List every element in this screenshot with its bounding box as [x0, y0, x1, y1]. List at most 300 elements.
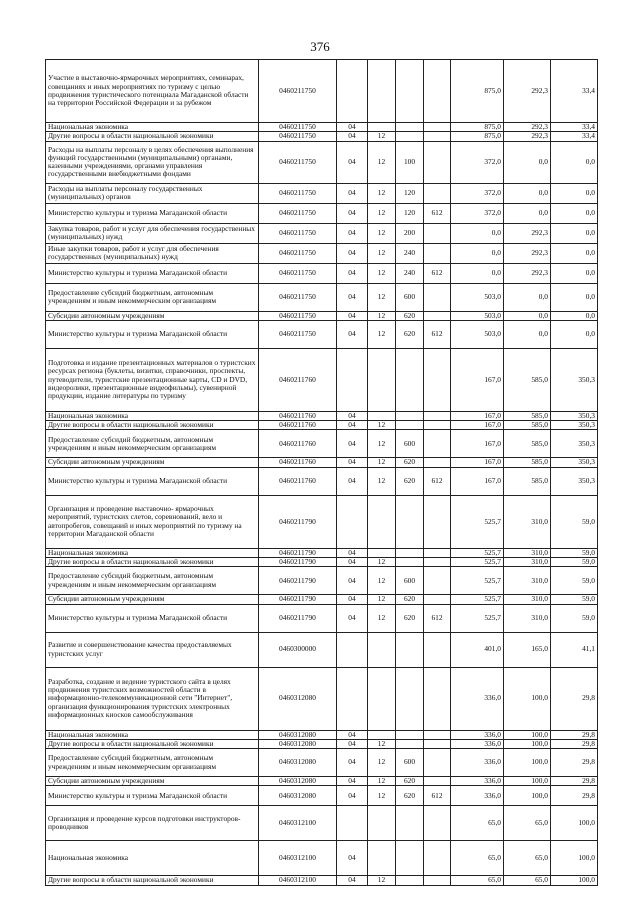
cell-section: 04 — [337, 777, 368, 786]
table-row — [46, 806, 598, 841]
cell-value-1: 167,0 — [451, 411, 504, 420]
cell-name: Национальная экономика — [46, 730, 259, 739]
cell-code: 0460211750 — [259, 132, 337, 141]
cell-admin — [424, 739, 451, 748]
cell-section: 04 — [337, 123, 368, 132]
cell-section: 04 — [337, 548, 368, 557]
cell-value-1: 525,7 — [451, 595, 504, 604]
cell-code: 0460211750 — [259, 141, 337, 183]
cell-subsection — [368, 632, 396, 667]
cell-section: 04 — [337, 458, 368, 467]
cell-section: 04 — [337, 411, 368, 420]
cell-expense-type: 240 — [396, 243, 424, 263]
cell-admin — [424, 311, 451, 320]
cell-admin — [424, 132, 451, 141]
table-row — [46, 632, 598, 667]
cell-code: 0460300000 — [259, 632, 337, 667]
cell-expense-type — [396, 739, 424, 748]
cell-admin — [424, 667, 451, 730]
table-row — [46, 132, 598, 141]
cell-value-2: 310,0 — [504, 595, 551, 604]
cell-name: Расходы на выплаты персоналу в целях обеспечения выполнения функций государственными (муниципальными) органами, казенными учреждениями, органами управления государственными внебюджетными фондами — [46, 141, 259, 183]
cell-expense-type — [396, 557, 424, 566]
cell-admin — [424, 430, 451, 458]
cell-expense-type — [396, 421, 424, 430]
cell-subsection: 12 — [368, 467, 396, 495]
cell-name: Министерство культуры и туризма Магаданской области — [46, 203, 259, 223]
cell-value-2: 100,0 — [504, 739, 551, 748]
table-row — [46, 667, 598, 730]
cell-value-1: 875,0 — [451, 123, 504, 132]
cell-expense-type: 620 — [396, 467, 424, 495]
cell-name: Другие вопросы в области национальной экономики — [46, 132, 259, 141]
table-row — [46, 243, 598, 263]
cell-expense-type: 620 — [396, 458, 424, 467]
cell-name: Субсидии автономным учреждениям — [46, 777, 259, 786]
cell-value-2: 310,0 — [504, 604, 551, 632]
cell-value-3: 29,8 — [551, 730, 598, 739]
cell-section — [337, 632, 368, 667]
cell-name: Национальная экономика — [46, 123, 259, 132]
cell-admin — [424, 876, 451, 885]
cell-section — [337, 806, 368, 841]
cell-subsection: 12 — [368, 421, 396, 430]
cell-value-3: 0,0 — [551, 263, 598, 283]
cell-subsection: 12 — [368, 786, 396, 806]
cell-section: 04 — [337, 203, 368, 223]
cell-value-1: 167,0 — [451, 430, 504, 458]
cell-value-1: 401,0 — [451, 632, 504, 667]
cell-admin — [424, 60, 451, 123]
cell-value-2: 585,0 — [504, 430, 551, 458]
table-row — [46, 557, 598, 566]
cell-subsection: 12 — [368, 283, 396, 311]
cell-value-2: 65,0 — [504, 876, 551, 885]
cell-expense-type: 620 — [396, 311, 424, 320]
table-row — [46, 320, 598, 348]
cell-admin — [424, 183, 451, 203]
cell-name: Предоставление субсидий бюджетным, автономным учреждениям и иным некоммерческим организациям — [46, 749, 259, 777]
cell-name: Расходы на выплаты персоналу государственных (муниципальных) органов — [46, 183, 259, 203]
cell-value-3: 33,4 — [551, 132, 598, 141]
table-row — [46, 458, 598, 467]
cell-value-3: 29,8 — [551, 749, 598, 777]
cell-subsection: 12 — [368, 595, 396, 604]
cell-code: 0460312080 — [259, 739, 337, 748]
cell-value-2: 0,0 — [504, 141, 551, 183]
cell-name: Развитие и совершенствование качества предоставляемых туристских услуг — [46, 632, 259, 667]
cell-expense-type: 620 — [396, 777, 424, 786]
cell-value-3: 29,8 — [551, 786, 598, 806]
cell-expense-type: 620 — [396, 786, 424, 806]
cell-code: 0460211750 — [259, 183, 337, 203]
cell-expense-type — [396, 806, 424, 841]
cell-expense-type: 620 — [396, 604, 424, 632]
cell-admin — [424, 411, 451, 420]
cell-value-2: 100,0 — [504, 749, 551, 777]
table-row — [46, 123, 598, 132]
cell-admin — [424, 567, 451, 595]
table-row — [46, 263, 598, 283]
cell-value-2: 585,0 — [504, 348, 551, 411]
cell-value-2: 100,0 — [504, 730, 551, 739]
table-row — [46, 730, 598, 739]
cell-subsection — [368, 411, 396, 420]
cell-code: 0460312080 — [259, 749, 337, 777]
cell-value-2: 292,3 — [504, 132, 551, 141]
cell-value-2: 100,0 — [504, 667, 551, 730]
cell-code: 0460211750 — [259, 283, 337, 311]
cell-admin — [424, 223, 451, 243]
cell-expense-type: 600 — [396, 567, 424, 595]
cell-code: 0460211750 — [259, 311, 337, 320]
cell-section — [337, 667, 368, 730]
cell-name: Министерство культуры и туризма Магаданской области — [46, 786, 259, 806]
cell-value-3: 0,0 — [551, 243, 598, 263]
cell-value-3: 59,0 — [551, 595, 598, 604]
cell-code: 0460312080 — [259, 667, 337, 730]
cell-subsection: 12 — [368, 604, 396, 632]
page-number: 376 — [310, 39, 330, 54]
cell-value-1: 875,0 — [451, 60, 504, 123]
cell-value-2: 310,0 — [504, 548, 551, 557]
cell-value-2: 100,0 — [504, 786, 551, 806]
cell-section: 04 — [337, 141, 368, 183]
cell-subsection — [368, 348, 396, 411]
cell-subsection: 12 — [368, 141, 396, 183]
cell-subsection — [368, 123, 396, 132]
cell-expense-type: 120 — [396, 183, 424, 203]
cell-section: 04 — [337, 567, 368, 595]
cell-subsection — [368, 841, 396, 876]
cell-admin — [424, 283, 451, 311]
cell-value-2: 585,0 — [504, 411, 551, 420]
cell-section: 04 — [337, 557, 368, 566]
table-row — [46, 604, 598, 632]
cell-value-3: 350,3 — [551, 430, 598, 458]
cell-admin — [424, 495, 451, 548]
cell-name: Субсидии автономным учреждениям — [46, 458, 259, 467]
cell-value-1: 0,0 — [451, 243, 504, 263]
table-row — [46, 311, 598, 320]
cell-value-1: 0,0 — [451, 263, 504, 283]
cell-value-3: 0,0 — [551, 320, 598, 348]
cell-value-3: 29,8 — [551, 777, 598, 786]
cell-value-3: 0,0 — [551, 311, 598, 320]
cell-value-2: 0,0 — [504, 183, 551, 203]
cell-expense-type — [396, 348, 424, 411]
cell-admin: 612 — [424, 203, 451, 223]
cell-subsection: 12 — [368, 243, 396, 263]
cell-value-3: 41,1 — [551, 632, 598, 667]
cell-subsection: 12 — [368, 311, 396, 320]
cell-expense-type — [396, 495, 424, 548]
cell-expense-type: 240 — [396, 263, 424, 283]
cell-code: 0460211790 — [259, 604, 337, 632]
cell-name: Национальная экономика — [46, 411, 259, 420]
cell-value-1: 525,7 — [451, 548, 504, 557]
cell-code: 0460211790 — [259, 567, 337, 595]
cell-subsection: 12 — [368, 263, 396, 283]
cell-name: Организация и проведение выставочно- ярмарочных мероприятий, туристских слетов, соревнований, вело и автопробегов, совещаний и иных мероприятий по туризму на территории Магаданской области — [46, 495, 259, 548]
table-row — [46, 223, 598, 243]
cell-expense-type — [396, 667, 424, 730]
cell-expense-type: 620 — [396, 320, 424, 348]
cell-name: Предоставление субсидий бюджетным, автономным учреждениям и иным некоммерческим организациям — [46, 283, 259, 311]
cell-value-3: 59,0 — [551, 567, 598, 595]
cell-expense-type: 200 — [396, 223, 424, 243]
table-row — [46, 876, 598, 885]
cell-name: Предоставление субсидий бюджетным, автономным учреждениям и иным некоммерческим организациям — [46, 430, 259, 458]
table-row — [46, 548, 598, 557]
cell-code: 0460211790 — [259, 548, 337, 557]
cell-subsection — [368, 548, 396, 557]
cell-subsection: 12 — [368, 876, 396, 885]
cell-name: Национальная экономика — [46, 548, 259, 557]
cell-admin — [424, 557, 451, 566]
cell-value-2: 0,0 — [504, 311, 551, 320]
cell-section: 04 — [337, 283, 368, 311]
cell-value-1: 336,0 — [451, 739, 504, 748]
cell-value-1: 525,7 — [451, 604, 504, 632]
cell-admin — [424, 348, 451, 411]
cell-value-3: 33,4 — [551, 60, 598, 123]
cell-value-3: 100,0 — [551, 876, 598, 885]
cell-name: Другие вопросы в области национальной экономики — [46, 876, 259, 885]
cell-value-3: 0,0 — [551, 141, 598, 183]
cell-value-3: 350,3 — [551, 467, 598, 495]
cell-admin — [424, 458, 451, 467]
cell-name: Предоставление субсидий бюджетным, автономным учреждениям и иным некоммерческим организациям — [46, 567, 259, 595]
cell-code: 0460211760 — [259, 348, 337, 411]
cell-name: Национальная экономика — [46, 841, 259, 876]
cell-admin — [424, 841, 451, 876]
table-row — [46, 60, 598, 123]
cell-subsection — [368, 60, 396, 123]
cell-value-3: 29,8 — [551, 739, 598, 748]
cell-section: 04 — [337, 467, 368, 495]
cell-section: 04 — [337, 263, 368, 283]
cell-admin — [424, 548, 451, 557]
cell-value-1: 167,0 — [451, 467, 504, 495]
cell-code: 0460312080 — [259, 786, 337, 806]
cell-subsection: 12 — [368, 320, 396, 348]
cell-value-3: 59,0 — [551, 495, 598, 548]
cell-expense-type — [396, 60, 424, 123]
table-row — [46, 467, 598, 495]
cell-value-1: 875,0 — [451, 132, 504, 141]
table-row — [46, 595, 598, 604]
table-row — [46, 567, 598, 595]
cell-section: 04 — [337, 311, 368, 320]
cell-expense-type: 620 — [396, 595, 424, 604]
cell-value-3: 59,0 — [551, 548, 598, 557]
cell-section — [337, 60, 368, 123]
cell-admin — [424, 806, 451, 841]
cell-expense-type — [396, 123, 424, 132]
cell-section: 04 — [337, 243, 368, 263]
cell-name: Министерство культуры и туризма Магаданской области — [46, 467, 259, 495]
cell-value-3: 0,0 — [551, 283, 598, 311]
budget-table-body — [46, 60, 598, 886]
cell-admin: 612 — [424, 467, 451, 495]
cell-value-2: 292,3 — [504, 223, 551, 243]
cell-code: 0460211790 — [259, 557, 337, 566]
cell-value-3: 0,0 — [551, 223, 598, 243]
cell-value-1: 336,0 — [451, 786, 504, 806]
cell-expense-type — [396, 132, 424, 141]
cell-value-3: 350,3 — [551, 458, 598, 467]
cell-value-2: 310,0 — [504, 495, 551, 548]
cell-code: 0460211760 — [259, 430, 337, 458]
cell-name: Субсидии автономным учреждениям — [46, 311, 259, 320]
cell-subsection — [368, 730, 396, 739]
cell-value-1: 336,0 — [451, 749, 504, 777]
cell-code: 0460211750 — [259, 223, 337, 243]
table-row — [46, 495, 598, 548]
cell-section: 04 — [337, 749, 368, 777]
cell-name: Министерство культуры и туризма Магаданской области — [46, 320, 259, 348]
cell-value-1: 167,0 — [451, 421, 504, 430]
cell-subsection — [368, 806, 396, 841]
cell-section: 04 — [337, 430, 368, 458]
cell-code: 0460211750 — [259, 243, 337, 263]
cell-value-1: 336,0 — [451, 667, 504, 730]
cell-value-1: 65,0 — [451, 841, 504, 876]
cell-code: 0460211750 — [259, 203, 337, 223]
cell-name: Иные закупки товаров, работ и услуг для обеспечения государственных (муниципальных) нужд — [46, 243, 259, 263]
cell-name: Подготовка и издание презентационных материалов о туристских ресурсах региона (буклеты, визитки, справочники, проспекты, путеводители, туристские презентационные карты, CD и DVD, видеоролики, презентационные видеофильмы), сувенирной продукции, издание литературы по туризму — [46, 348, 259, 411]
table-row — [46, 430, 598, 458]
cell-value-1: 65,0 — [451, 806, 504, 841]
cell-name: Разработка, создание и ведение туристского сайта в целях продвижения туристских возможностей области в информационно-телекоммуникационной сети "Интернет", организация функционирования туристских электронных информационных киосков самообслуживания — [46, 667, 259, 730]
cell-value-1: 0,0 — [451, 223, 504, 243]
cell-code: 0460312100 — [259, 876, 337, 885]
cell-subsection: 12 — [368, 203, 396, 223]
cell-value-3: 0,0 — [551, 183, 598, 203]
cell-admin — [424, 595, 451, 604]
cell-code: 0460211760 — [259, 411, 337, 420]
cell-name: Другие вопросы в области национальной экономики — [46, 557, 259, 566]
cell-admin — [424, 421, 451, 430]
table-row — [46, 411, 598, 420]
cell-admin: 612 — [424, 263, 451, 283]
cell-value-1: 65,0 — [451, 876, 504, 885]
cell-subsection: 12 — [368, 458, 396, 467]
table-row — [46, 421, 598, 430]
cell-code: 0460211760 — [259, 467, 337, 495]
cell-value-3: 0,0 — [551, 203, 598, 223]
cell-value-1: 503,0 — [451, 320, 504, 348]
cell-section: 04 — [337, 183, 368, 203]
cell-value-2: 310,0 — [504, 557, 551, 566]
cell-admin — [424, 730, 451, 739]
cell-section: 04 — [337, 595, 368, 604]
cell-admin: 612 — [424, 604, 451, 632]
table-row — [46, 203, 598, 223]
cell-section: 04 — [337, 876, 368, 885]
cell-subsection: 12 — [368, 223, 396, 243]
cell-value-2: 310,0 — [504, 567, 551, 595]
budget-table — [45, 59, 598, 886]
cell-code: 0460211760 — [259, 458, 337, 467]
cell-expense-type — [396, 411, 424, 420]
cell-section — [337, 348, 368, 411]
cell-value-1: 503,0 — [451, 311, 504, 320]
cell-code: 0460312100 — [259, 806, 337, 841]
cell-section: 04 — [337, 223, 368, 243]
cell-section: 04 — [337, 786, 368, 806]
cell-expense-type — [396, 548, 424, 557]
cell-value-2: 0,0 — [504, 320, 551, 348]
cell-expense-type — [396, 632, 424, 667]
cell-value-1: 372,0 — [451, 203, 504, 223]
cell-subsection: 12 — [368, 430, 396, 458]
cell-name: Другие вопросы в области национальной экономики — [46, 421, 259, 430]
cell-value-2: 292,3 — [504, 243, 551, 263]
table-row — [46, 749, 598, 777]
cell-value-1: 336,0 — [451, 777, 504, 786]
cell-name: Организация и проведение курсов подготовки инструкторов-проводников — [46, 806, 259, 841]
cell-section: 04 — [337, 841, 368, 876]
cell-value-1: 167,0 — [451, 348, 504, 411]
cell-section: 04 — [337, 604, 368, 632]
cell-value-2: 165,0 — [504, 632, 551, 667]
cell-value-1: 525,7 — [451, 567, 504, 595]
cell-name: Министерство культуры и туризма Магаданской области — [46, 604, 259, 632]
cell-expense-type: 600 — [396, 283, 424, 311]
cell-value-1: 525,7 — [451, 557, 504, 566]
cell-value-2: 100,0 — [504, 777, 551, 786]
cell-value-1: 372,0 — [451, 183, 504, 203]
cell-code: 0460211750 — [259, 263, 337, 283]
cell-value-3: 350,3 — [551, 411, 598, 420]
table-row — [46, 786, 598, 806]
cell-value-1: 372,0 — [451, 141, 504, 183]
cell-section: 04 — [337, 320, 368, 348]
cell-subsection: 12 — [368, 739, 396, 748]
cell-value-2: 0,0 — [504, 203, 551, 223]
cell-code: 0460211760 — [259, 421, 337, 430]
cell-admin — [424, 632, 451, 667]
table-row — [46, 348, 598, 411]
cell-subsection: 12 — [368, 183, 396, 203]
cell-code: 0460211790 — [259, 495, 337, 548]
cell-code: 0460312100 — [259, 841, 337, 876]
cell-admin — [424, 141, 451, 183]
cell-code: 0460211750 — [259, 123, 337, 132]
cell-expense-type: 120 — [396, 203, 424, 223]
cell-value-2: 292,3 — [504, 60, 551, 123]
cell-code: 0460312080 — [259, 730, 337, 739]
cell-value-3: 59,0 — [551, 557, 598, 566]
cell-expense-type: 600 — [396, 749, 424, 777]
cell-value-2: 0,0 — [504, 283, 551, 311]
cell-value-3: 100,0 — [551, 806, 598, 841]
cell-value-2: 585,0 — [504, 421, 551, 430]
table-row — [46, 777, 598, 786]
cell-value-3: 350,3 — [551, 348, 598, 411]
cell-section: 04 — [337, 739, 368, 748]
cell-subsection: 12 — [368, 749, 396, 777]
cell-expense-type — [396, 876, 424, 885]
cell-value-2: 292,3 — [504, 263, 551, 283]
table-row — [46, 841, 598, 876]
cell-name: Другие вопросы в области национальной экономики — [46, 739, 259, 748]
cell-value-1: 167,0 — [451, 458, 504, 467]
cell-subsection: 12 — [368, 777, 396, 786]
cell-code: 0460211750 — [259, 60, 337, 123]
